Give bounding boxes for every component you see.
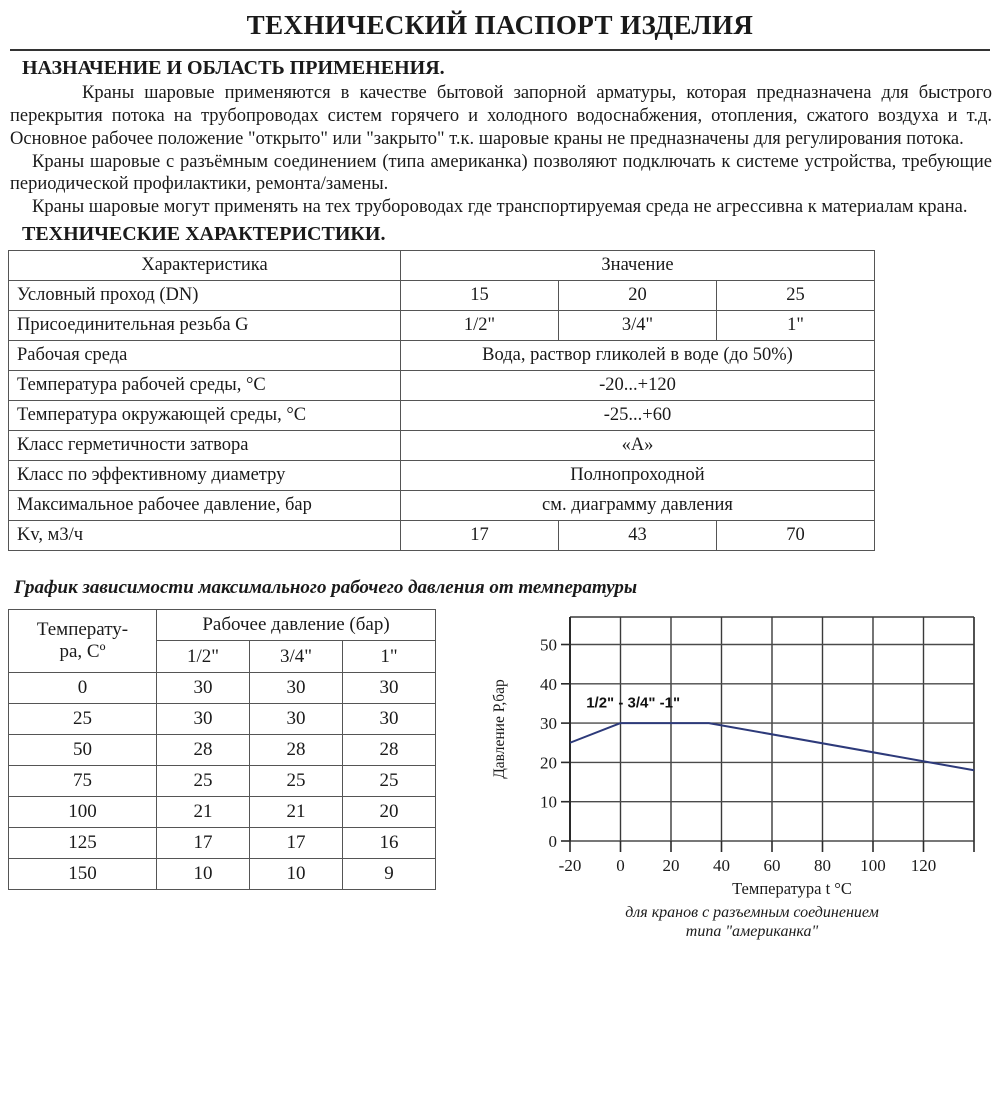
pressure-temperature-table bbox=[8, 609, 436, 890]
table-row bbox=[9, 610, 436, 641]
purpose-heading: НАЗНАЧЕНИЕ И ОБЛАСТЬ ПРИМЕНЕНИЯ. bbox=[22, 57, 445, 79]
pressure-value-cell: 21 bbox=[250, 797, 343, 828]
pressure-value-cell: 28 bbox=[157, 735, 250, 766]
spec-value: Вода, раствор гликолей в воде (до 50%) bbox=[401, 341, 875, 371]
specs-header-characteristic: Характеристика bbox=[9, 251, 401, 281]
pressure-value-cell: 9 bbox=[343, 859, 436, 890]
chart-ytick-label: 50 bbox=[540, 635, 557, 655]
table-row bbox=[9, 401, 875, 431]
table-row bbox=[9, 859, 436, 890]
table-row bbox=[9, 797, 436, 828]
table-row bbox=[9, 673, 436, 704]
pressure-temp-cell: 0 bbox=[9, 673, 157, 704]
spec-value: 25 bbox=[717, 281, 875, 311]
spec-label: Класс герметичности затвора bbox=[9, 431, 401, 461]
chart-xtick-label: -20 bbox=[558, 856, 582, 876]
chart-canvas bbox=[482, 609, 982, 877]
pressure-value-cell: 28 bbox=[343, 735, 436, 766]
pressure-temp-cell: 75 bbox=[9, 766, 157, 797]
pressure-value-cell: 10 bbox=[250, 859, 343, 890]
spec-value: 3/4" bbox=[559, 311, 717, 341]
pressure-value-cell: 30 bbox=[157, 673, 250, 704]
chart-ytick-label: 0 bbox=[548, 832, 557, 852]
spec-value: 1/2" bbox=[401, 311, 559, 341]
chart-series-annotation: 1/2" - 3/4" -1" bbox=[586, 694, 681, 712]
chart-xtick-label: 100 bbox=[860, 856, 886, 876]
chart-ytick-label: 30 bbox=[540, 714, 557, 734]
spec-label: Максимальное рабочее давление, бар bbox=[9, 491, 401, 521]
spec-value: 70 bbox=[717, 521, 875, 551]
table-row bbox=[9, 766, 436, 797]
table-row bbox=[9, 341, 875, 371]
spec-label: Kv, м3/ч bbox=[9, 521, 401, 551]
pressure-value-cell: 30 bbox=[343, 704, 436, 735]
table-row bbox=[9, 311, 875, 341]
chart-xtick-label: 20 bbox=[662, 856, 680, 876]
table-row bbox=[9, 281, 875, 311]
table-row bbox=[9, 371, 875, 401]
chart-footnote-line1: для кранов с разъемным соединением bbox=[625, 904, 879, 922]
chart-xtick-label: 0 bbox=[616, 856, 625, 876]
spec-value: 20 bbox=[559, 281, 717, 311]
table-row bbox=[9, 521, 875, 551]
spec-value: -25...+60 bbox=[401, 401, 875, 431]
spec-value: 1" bbox=[717, 311, 875, 341]
table-row bbox=[9, 431, 875, 461]
pressure-size-header: 1/2" bbox=[157, 641, 250, 673]
pressure-value-cell: 30 bbox=[250, 673, 343, 704]
page-title: ТЕХНИЧЕСКИЙ ПАСПОРТ ИЗДЕЛИЯ bbox=[246, 10, 754, 40]
chart-footnote-line2: типа "американка" bbox=[685, 922, 819, 940]
pressure-size-header: 1" bbox=[343, 641, 436, 673]
table-row bbox=[9, 491, 875, 521]
table-row bbox=[9, 251, 875, 281]
table-row bbox=[9, 828, 436, 859]
pressure-temp-cell: 125 bbox=[9, 828, 157, 859]
spec-label: Температура окружающей среды, °С bbox=[9, 401, 401, 431]
spec-label: Рабочая среда bbox=[9, 341, 401, 371]
pressure-value-cell: 20 bbox=[343, 797, 436, 828]
pressure-value-cell: 10 bbox=[157, 859, 250, 890]
pressure-value-cell: 17 bbox=[250, 828, 343, 859]
table-row bbox=[9, 735, 436, 766]
pressure-value-cell: 30 bbox=[343, 673, 436, 704]
chart-ytick-label: 10 bbox=[540, 792, 557, 812]
spec-label: Условный проход (DN) bbox=[9, 281, 401, 311]
pressure-value-cell: 16 bbox=[343, 828, 436, 859]
chart-footnote bbox=[482, 904, 982, 942]
pressure-value-cell: 25 bbox=[343, 766, 436, 797]
pressure-size-header: 3/4" bbox=[250, 641, 343, 673]
table-row bbox=[9, 704, 436, 735]
purpose-paragraph-2: Краны шаровые с разъёмным соединением (типа американка) позволяют подключать к системе устройства, требующие периодической профилактики, ремонта/замены. bbox=[10, 151, 992, 195]
pressure-header-temperature bbox=[9, 610, 157, 673]
pressure-value-cell: 25 bbox=[250, 766, 343, 797]
chart-yaxis-label: Давление Р,бар bbox=[491, 679, 508, 779]
spec-label: Присоединительная резьба G bbox=[9, 311, 401, 341]
spec-value: «А» bbox=[401, 431, 875, 461]
chart-section-title: График зависимости максимального рабочего давления от температуры bbox=[14, 577, 638, 599]
pressure-temp-cell: 150 bbox=[9, 859, 157, 890]
specs-table bbox=[8, 250, 875, 551]
pressure-value-cell: 30 bbox=[157, 704, 250, 735]
table-row bbox=[9, 461, 875, 491]
chart-xaxis-label-text: Температура t °С bbox=[732, 879, 852, 899]
spec-value: Полнопроходной bbox=[401, 461, 875, 491]
pressure-value-cell: 25 bbox=[157, 766, 250, 797]
purpose-section bbox=[0, 57, 1000, 219]
chart-xaxis-label bbox=[482, 879, 982, 899]
spec-label: Класс по эффективному диаметру bbox=[9, 461, 401, 491]
specs-heading: ТЕХНИЧЕСКИЕ ХАРАКТЕРИСТИКИ. bbox=[22, 223, 386, 246]
pressure-header-temperature-line2: ра, Cº bbox=[59, 641, 106, 663]
spec-label: Температура рабочей среды, °С bbox=[9, 371, 401, 401]
pressure-value-cell: 17 bbox=[157, 828, 250, 859]
pressure-temperature-chart bbox=[482, 609, 982, 942]
purpose-paragraph-3: Краны шаровые могут применять на тех трубороводах где транспортируемая среда не агрессивна к материалам крана. bbox=[32, 197, 968, 218]
pressure-header-pressure: Рабочее давление (бар) bbox=[157, 610, 436, 641]
chart-xtick-label: 80 bbox=[814, 856, 831, 876]
pressure-value-cell: 30 bbox=[250, 704, 343, 735]
pressure-value-cell: 28 bbox=[250, 735, 343, 766]
spec-value: 17 bbox=[401, 521, 559, 551]
pressure-temp-cell: 100 bbox=[9, 797, 157, 828]
spec-value: 15 bbox=[401, 281, 559, 311]
chart-xtick-label: 40 bbox=[713, 856, 730, 876]
pressure-temp-cell: 25 bbox=[9, 704, 157, 735]
pressure-value-cell: 21 bbox=[157, 797, 250, 828]
chart-ytick-label: 20 bbox=[540, 753, 557, 773]
spec-value: см. диаграмму давления bbox=[401, 491, 875, 521]
purpose-paragraph-1: Краны шаровые применяются в качестве бытовой запорной арматуры, которая предназначена для быстрого перекрытия потока на трубопроводах систем горячего и холодного водоснабжения, отопления, сжатого воздуха и т.д. Основное рабочее положение "открыто" или "закрыто" т.к. шаровые краны не предназначены для регулирования потока. bbox=[10, 83, 992, 149]
chart-and-table-row bbox=[0, 609, 1000, 942]
chart-svg bbox=[482, 609, 982, 877]
chart-xtick-label: 120 bbox=[910, 856, 937, 876]
specs-section bbox=[0, 223, 1000, 551]
pressure-header-temperature-line1: Температу- bbox=[36, 619, 129, 641]
specs-header-value: Значение bbox=[401, 251, 875, 281]
chart-ytick-label: 40 bbox=[540, 674, 557, 694]
spec-value: -20...+120 bbox=[401, 371, 875, 401]
title-divider bbox=[10, 49, 990, 51]
chart-xtick-label: 60 bbox=[763, 856, 781, 876]
pressure-temp-cell: 50 bbox=[9, 735, 157, 766]
spec-value: 43 bbox=[559, 521, 717, 551]
